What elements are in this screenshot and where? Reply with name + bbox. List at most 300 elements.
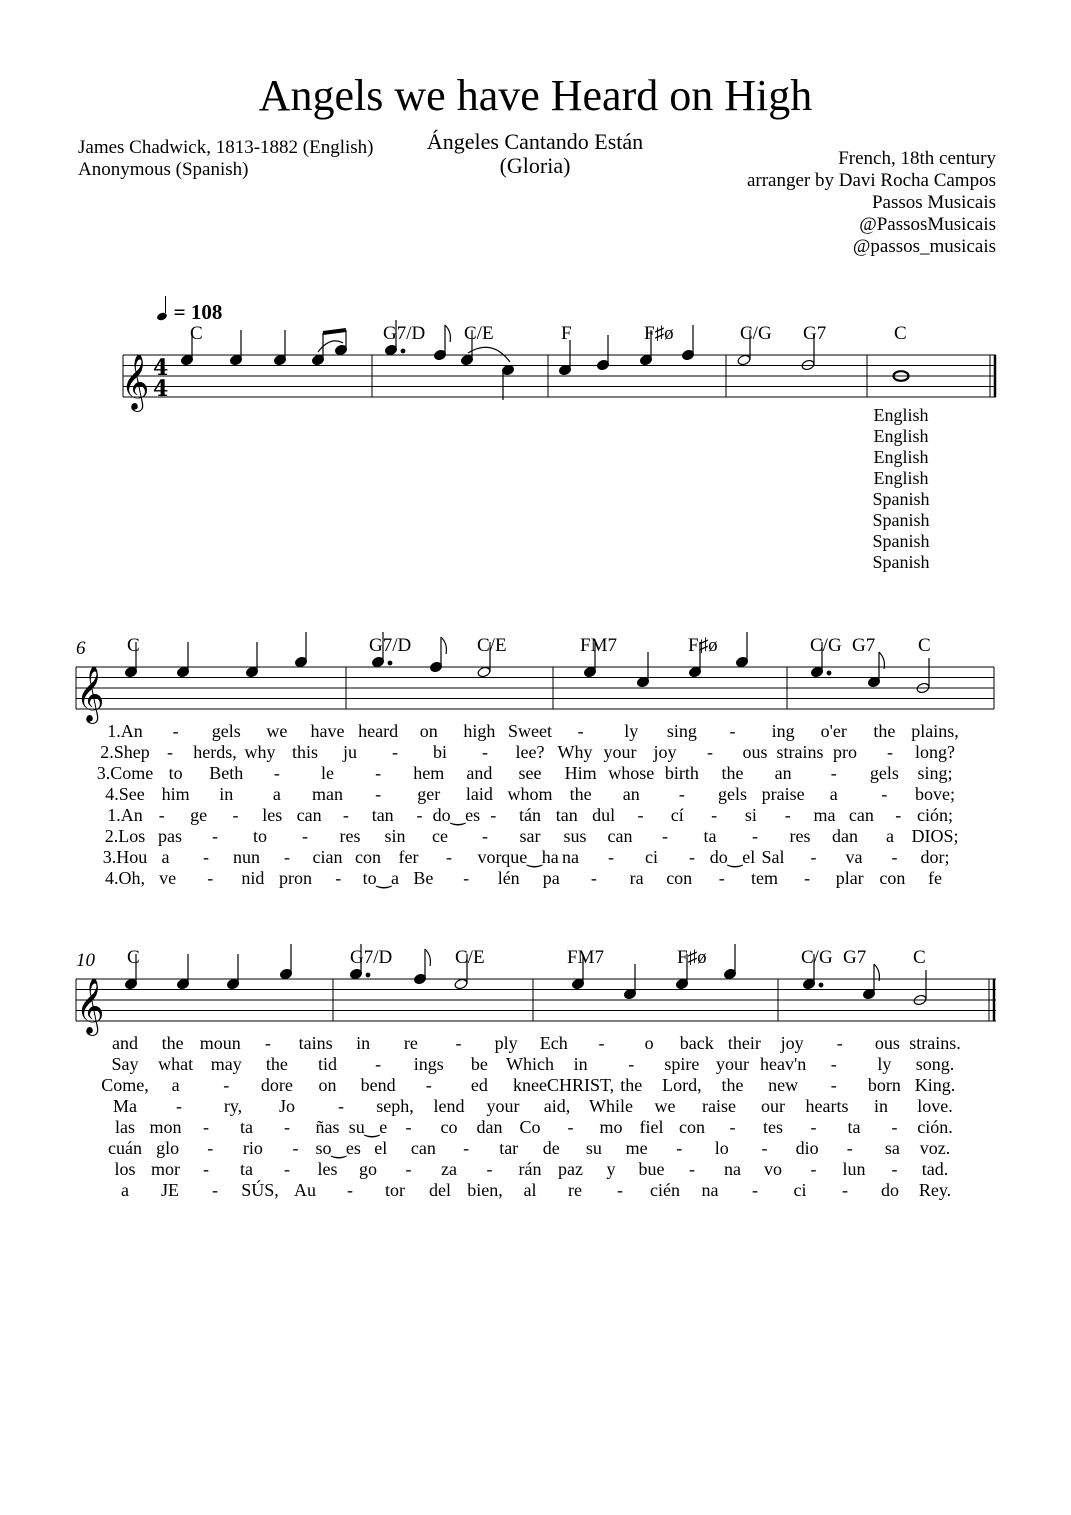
lyric-syllable: Ech: [539, 1033, 568, 1053]
lyric-syllable: do‿es: [432, 805, 481, 825]
chord-symbol: F♯ø: [644, 323, 674, 344]
lyric-syllable: los: [114, 1159, 136, 1179]
chord-symbol: C: [913, 947, 926, 968]
lyric-syllable: heard: [358, 721, 399, 741]
lyric-syllable: we: [266, 721, 288, 741]
lyric-syllable: whom: [507, 784, 553, 804]
lyric-syllable: sin: [384, 826, 406, 846]
lyric-syllable: Beth: [209, 763, 244, 783]
lyric-syllable: con: [355, 847, 381, 867]
lyric-syllable: dor;: [920, 847, 950, 867]
lyric-syllable: nun: [233, 847, 260, 867]
lyric-syllable: ción.: [917, 1117, 953, 1137]
chord-symbol: FM7: [567, 947, 604, 968]
lyric-syllable: do‿el: [709, 847, 756, 867]
lyric-syllable: 1.An: [107, 805, 143, 825]
lyric-syllable: si: [744, 805, 757, 825]
lyric-hyphen: -: [207, 868, 214, 888]
lyric-syllable: aid,: [543, 1096, 571, 1116]
lyric-syllable: this: [291, 742, 319, 762]
lyric-syllable: ñas: [315, 1117, 340, 1137]
lyric-hyphen: -: [804, 868, 811, 888]
measure-13-notes: [802, 954, 927, 1006]
lyric-syllable: laid: [465, 784, 493, 804]
lyric-hyphen: -: [567, 1117, 574, 1137]
lyric-hyphen: -: [761, 1138, 768, 1158]
lyric-syllable: Sweet: [508, 721, 552, 741]
lyric-syllable: 3.Come: [96, 763, 154, 783]
lyric-syllable: While: [589, 1096, 633, 1116]
lyric-syllable: be: [470, 1054, 488, 1074]
chord-symbol: F♯ø: [677, 947, 707, 968]
lyric-hyphen: -: [375, 1054, 382, 1074]
lyric-hyphen: -: [729, 721, 736, 741]
lyric-hyphen: -: [689, 1159, 695, 1179]
staff-system-1: [123, 355, 996, 397]
lyric-syllable: Jo: [278, 1096, 296, 1116]
lyric-syllable: dore: [260, 1075, 293, 1095]
lyric-syllable: sing;: [917, 763, 953, 783]
measure-6-notes: [124, 632, 307, 678]
lyric-hyphen: -: [678, 784, 685, 804]
lyric-hyphen: -: [891, 1117, 898, 1137]
lyric-syllable: rán: [518, 1159, 542, 1179]
lyric-syllable: ma: [813, 805, 836, 825]
measure-9-notes: [810, 642, 930, 694]
lyric-syllable: and: [466, 763, 493, 783]
chord-symbol: G7: [852, 635, 876, 656]
lyric-syllable: tem: [751, 868, 778, 888]
chord-symbol: G7/D: [350, 947, 393, 968]
lyric-syllable: pro: [833, 742, 857, 762]
lyric-hyphen: -: [711, 805, 718, 825]
lyric-syllable: que‿ha: [501, 847, 559, 867]
lyric-syllable: the: [721, 763, 744, 783]
lyric-syllable: 2.Los: [104, 826, 146, 846]
lyric-syllable: ger: [417, 784, 441, 804]
lyric-syllable: may: [210, 1054, 242, 1074]
lyric-syllable: ings: [413, 1054, 444, 1074]
lyric-syllable: the: [721, 1075, 744, 1095]
lyric-syllable: we: [654, 1096, 676, 1116]
composer-line: @passos_musicais: [852, 236, 996, 257]
lyric-hyphen: -: [752, 1180, 758, 1200]
chord-symbol: G7/D: [369, 635, 412, 656]
lyric-syllable: nid: [241, 868, 265, 888]
lyric-syllable: bien,: [467, 1180, 503, 1200]
lyric-syllable: born: [867, 1075, 901, 1095]
lyric-syllable: ra: [629, 868, 644, 888]
lyric-hyphen: -: [302, 826, 308, 846]
lyric-syllable: hearts: [805, 1096, 849, 1116]
lyric-syllable: ta: [703, 826, 717, 846]
lyric-syllable: knee: [513, 1075, 547, 1095]
chord-symbol: F: [561, 323, 572, 344]
lyric-syllable: sus: [563, 826, 587, 846]
lyric-syllable: in: [356, 1033, 371, 1053]
lyric-syllable: ing: [771, 721, 795, 741]
lyric-hyphen: -: [342, 805, 349, 825]
lyric-syllable: him: [161, 784, 190, 804]
lyric-syllable: bue: [638, 1159, 665, 1179]
lyric-hyphen: -: [158, 805, 165, 825]
lyric-syllable: ly: [624, 721, 639, 741]
lyric-syllable: the: [161, 1033, 184, 1053]
lyric-syllable: lun: [842, 1159, 866, 1179]
lyric-syllable: and: [112, 1033, 138, 1053]
lyric-hyphen: -: [810, 847, 817, 867]
page-title: Angels we have Heard on High: [258, 71, 813, 120]
lyric-syllable: the: [620, 1075, 643, 1095]
language-label: English: [873, 405, 929, 425]
lyric-syllable: cian: [312, 847, 343, 867]
lyric-hyphen: -: [167, 742, 173, 762]
lyric-hyphen: -: [375, 763, 382, 783]
lyric-syllable: love.: [917, 1096, 953, 1116]
lyric-syllable: al: [523, 1180, 537, 1200]
lyric-hyphen: -: [463, 1138, 470, 1158]
lyric-syllable: strains: [776, 742, 824, 762]
lyric-syllable: ous: [742, 742, 768, 762]
measure-3-notes: [558, 325, 694, 376]
lyric-syllable: song.: [915, 1054, 955, 1074]
lyric-syllable: a: [272, 784, 281, 804]
lyric-syllable: Him: [564, 763, 597, 783]
chord-symbol: C/E: [464, 323, 494, 344]
lyric-syllable: joy: [653, 742, 677, 762]
lyric-syllable: can: [607, 826, 633, 846]
lyric-syllable: con: [666, 868, 693, 888]
lyric-syllable: sar: [519, 826, 541, 846]
lyric-hyphen: -: [617, 1180, 623, 1200]
lyric-syllable: Lord,: [662, 1075, 702, 1095]
chord-symbol: G7: [843, 947, 867, 968]
lyric-hyphen: -: [830, 763, 837, 783]
lyric-hyphen: -: [486, 1159, 493, 1179]
tempo-value: = 108: [173, 300, 223, 324]
lyric-syllable: tor: [385, 1180, 405, 1200]
lyric-hyphen: -: [405, 1117, 412, 1137]
measure-12-notes: [571, 944, 736, 1000]
lyric-syllable: ply: [494, 1033, 518, 1053]
lyric-syllable: DIOS;: [911, 826, 959, 846]
lyric-syllable: les: [262, 805, 283, 825]
lyric-syllable: lo: [714, 1138, 729, 1158]
lyric-hyphen: -: [284, 1117, 290, 1137]
lyric-syllable: seph,: [376, 1096, 414, 1116]
lyric-syllable: bi: [432, 742, 448, 762]
lyric-hyphen: -: [598, 1033, 605, 1053]
treble-clef-icon: 𝄞: [121, 354, 150, 410]
time-signature-bottom: 4: [153, 376, 169, 402]
lyric-hyphen: -: [392, 742, 398, 762]
lyric-syllable: 3.Hou: [102, 847, 148, 867]
lyric-hyphen: -: [375, 784, 382, 804]
lyric-syllable: can: [296, 805, 322, 825]
lyric-hyphen: -: [830, 1054, 837, 1074]
lyric-syllable: raise: [702, 1096, 736, 1116]
lyric-syllable: in: [573, 1054, 588, 1074]
lyric-hyphen: -: [881, 784, 888, 804]
chord-symbol: F♯ø: [688, 635, 718, 656]
lyric-hyphen: -: [810, 1159, 817, 1179]
lyric-syllable: 4.Oh,: [105, 868, 145, 888]
lyric-syllable: a: [886, 826, 894, 846]
lyric-syllable: an: [622, 784, 640, 804]
staff-system-2: [76, 667, 994, 709]
chord-symbol: C: [190, 323, 203, 344]
lyric-syllable: so‿es: [315, 1138, 361, 1158]
lyric-syllable: ju: [342, 742, 358, 762]
lyric-syllable: hem: [413, 763, 445, 783]
lyric-syllable: gels: [869, 763, 899, 783]
lyric-hyphen: -: [482, 826, 488, 846]
measure-10-notes: [124, 944, 292, 990]
lyric-syllable: the: [569, 784, 592, 804]
lyric-syllable: tad.: [921, 1159, 949, 1179]
lyric-syllable: gels: [211, 721, 241, 741]
lyric-syllable: dan: [476, 1117, 503, 1137]
lyric-syllable: fe: [928, 868, 942, 888]
time-signature-top: 4: [153, 355, 169, 381]
lyric-syllable: their: [727, 1033, 761, 1053]
lyric-syllable: va: [845, 847, 863, 867]
lyric-syllable: vo: [764, 1159, 782, 1179]
poet-line: James Chadwick, 1813-1882 (English): [78, 137, 374, 158]
lyric-syllable: re: [568, 1180, 582, 1200]
lyric-hyphen: -: [405, 1159, 412, 1179]
lyric-syllable: del: [429, 1180, 451, 1200]
lyric-syllable: sa: [884, 1138, 900, 1158]
lyric-hyphen: -: [203, 1159, 209, 1179]
lyric-syllable: vor: [477, 847, 502, 867]
lyric-hyphen: -: [810, 1117, 817, 1137]
lyric-syllable: a: [171, 1075, 180, 1095]
lyric-syllable: can: [410, 1138, 436, 1158]
lyric-syllable: ry,: [223, 1096, 243, 1116]
measure-11-notes: [349, 944, 468, 990]
composer-line: Passos Musicais: [871, 192, 996, 213]
lyric-hyphen: -: [887, 742, 893, 762]
lyric-syllable: ce: [432, 826, 448, 846]
lyric-hyphen: -: [172, 721, 179, 741]
lyric-syllable: ed: [470, 1075, 488, 1095]
lyric-syllable: go: [359, 1159, 377, 1179]
lyric-hyphen: -: [284, 847, 290, 867]
lyric-hyphen: -: [292, 1138, 299, 1158]
lyric-syllable: tains: [298, 1033, 333, 1053]
lyric-syllable: back: [679, 1033, 714, 1053]
lyric-syllable: praise: [761, 784, 805, 804]
lyric-syllable: a: [121, 1180, 129, 1200]
lyric-syllable: pron: [279, 868, 312, 888]
chord-symbol: C/G: [810, 635, 842, 656]
lyric-syllable: ly: [877, 1054, 892, 1074]
measure-1-notes: [180, 330, 347, 366]
chord-symbol: C: [918, 635, 931, 656]
chord-symbol: FM7: [580, 635, 617, 656]
lyric-hyphen: -: [463, 868, 470, 888]
lyric-hyphen: -: [676, 1138, 683, 1158]
lyric-hyphen: -: [347, 1180, 353, 1200]
lyric-hyphen: -: [212, 1180, 218, 1200]
lyric-syllable: joy: [780, 1033, 804, 1053]
lyric-syllable: an: [774, 763, 792, 783]
lyric-syllable: Rey.: [918, 1180, 952, 1200]
lyric-syllable: see: [518, 763, 542, 783]
lyric-hyphen: -: [590, 868, 597, 888]
lyric-syllable: res: [339, 826, 361, 846]
language-label: Spanish: [872, 552, 930, 572]
lyric-syllable: Sal: [761, 847, 785, 867]
lyric-syllable: ci: [645, 847, 658, 867]
chord-symbol: C: [127, 947, 140, 968]
lyric-hyphen: -: [232, 805, 239, 825]
chord-symbol: C/G: [740, 323, 772, 344]
lyric-syllable: new: [768, 1075, 799, 1095]
treble-clef-icon: 𝄞: [76, 978, 105, 1034]
lyric-syllable: re: [403, 1033, 418, 1053]
lyric-syllable: why: [244, 742, 276, 762]
lyric-syllable: tid: [317, 1054, 338, 1074]
lyric-syllable: ge: [190, 805, 208, 825]
lyric-syllable: gels: [718, 784, 747, 804]
lyric-syllable: tes: [763, 1117, 783, 1137]
lyric-syllable: bove;: [915, 784, 955, 804]
lyric-hyphen: -: [637, 805, 644, 825]
poet-line: Anonymous (Spanish): [78, 159, 249, 180]
lyric-syllable: what: [158, 1054, 194, 1074]
lyric-syllable: lend: [433, 1096, 465, 1116]
lyric-syllable: Why: [557, 742, 593, 762]
lyric-syllable: fer: [398, 847, 419, 867]
lyric-syllable: ta: [240, 1159, 253, 1179]
lyric-syllable: mor: [151, 1159, 180, 1179]
lyric-syllable: 1.An: [107, 721, 143, 741]
lyric-syllable: strains.: [909, 1033, 961, 1053]
lyric-syllable: our: [761, 1096, 785, 1116]
subtitle-line: Ángeles Cantando Están: [426, 129, 644, 154]
lyric-syllable: plains,: [911, 721, 959, 741]
lyric-syllable: moun: [199, 1033, 241, 1053]
lyric-syllable: Which: [506, 1054, 554, 1074]
lyric-hyphen: -: [425, 1075, 432, 1095]
lyric-syllable: za: [441, 1159, 457, 1179]
lyric-syllable: to: [252, 826, 268, 846]
language-label: Spanish: [872, 531, 930, 551]
lyric-hyphen: -: [830, 1075, 837, 1095]
lyric-hyphen: -: [608, 847, 614, 867]
language-label: English: [873, 447, 929, 467]
lyric-syllable: su: [585, 1138, 602, 1158]
lyric-hyphen: -: [689, 847, 695, 867]
lyric-syllable: your: [603, 742, 637, 762]
lyric-syllable: SÚS,: [241, 1180, 279, 1200]
lyric-syllable: 2.Shep: [100, 742, 150, 762]
subtitle-line: (Gloria): [499, 153, 571, 178]
lyric-syllable: in: [219, 784, 234, 804]
lyric-hyphen: -: [176, 1096, 182, 1116]
lyric-hyphen: -: [335, 868, 342, 888]
staff-system-3: [76, 979, 996, 1021]
lyric-syllable: con: [679, 1117, 705, 1137]
lyric-hyphen: -: [729, 1117, 736, 1137]
lyric-syllable: na: [724, 1159, 741, 1179]
lyric-hyphen: -: [273, 763, 280, 783]
lyric-syllable: lén: [497, 868, 520, 888]
lyric-syllable: mon: [149, 1117, 182, 1137]
measure-7-notes: [371, 632, 491, 678]
measure-4-notes: [737, 330, 815, 371]
measure-number: 6: [76, 638, 86, 659]
lyric-syllable: in: [873, 1096, 889, 1116]
lyric-syllable: long?: [915, 742, 955, 762]
chord-symbol: C/G: [801, 947, 833, 968]
composer-line: arranger by Davi Rocha Campos: [746, 170, 996, 191]
lyric-syllable: ta: [847, 1117, 861, 1137]
lyric-syllable: fiel: [639, 1117, 664, 1137]
lyric-syllable: na: [562, 847, 579, 867]
measure-8-notes: [583, 632, 748, 688]
chord-symbol: G7: [803, 323, 827, 344]
lyric-syllable: tar: [499, 1138, 519, 1158]
lyric-syllable: o: [644, 1033, 654, 1053]
lyric-hyphen: -: [416, 805, 423, 825]
lyric-syllable: de: [542, 1138, 560, 1158]
language-label: Spanish: [872, 489, 930, 509]
lyric-hyphen: -: [836, 1033, 843, 1053]
lyric-syllable: plar: [835, 868, 864, 888]
lyric-syllable: on: [318, 1075, 337, 1095]
language-label: English: [873, 468, 929, 488]
lyric-syllable: tan: [371, 805, 394, 825]
lyric-hyphen: -: [223, 1075, 230, 1095]
lyric-hyphen: -: [707, 742, 713, 762]
lyric-hyphen: -: [284, 1159, 290, 1179]
lyric-syllable: your: [716, 1054, 749, 1074]
lyric-syllable: glo: [156, 1138, 180, 1158]
measure-number: 10: [76, 950, 95, 971]
lyric-syllable: ci: [793, 1180, 807, 1200]
lyric-syllable: ous: [874, 1033, 900, 1053]
lyric-syllable: Come,: [101, 1075, 149, 1095]
lyric-hyphen: -: [891, 847, 898, 867]
treble-clef-icon: 𝄞: [76, 666, 105, 722]
lyric-syllable: pas: [158, 826, 182, 846]
lyric-hyphen: -: [207, 1138, 214, 1158]
lyric-syllable: on: [419, 721, 438, 741]
lyric-syllable: have: [310, 721, 345, 741]
language-label: Spanish: [872, 510, 930, 530]
language-label: English: [873, 426, 929, 446]
lyric-syllable: Co: [519, 1117, 541, 1137]
lyric-syllable: Be: [413, 868, 434, 888]
lyric-syllable: bend: [360, 1075, 396, 1095]
lyric-syllable: spire: [664, 1054, 700, 1074]
lyric-hyphen: -: [895, 805, 902, 825]
lyric-syllable: lee?: [515, 742, 545, 762]
lyric-syllable: high: [463, 721, 496, 741]
lyric-hyphen: -: [842, 1180, 848, 1200]
lyric-hyphen: -: [662, 826, 668, 846]
chord-symbol: C/E: [455, 947, 485, 968]
lyric-syllable: whose: [608, 763, 655, 783]
lyric-syllable: les: [317, 1159, 338, 1179]
lyric-syllable: to: [168, 763, 183, 783]
lyric-syllable: con: [879, 868, 906, 888]
lyric-syllable: man: [312, 784, 343, 804]
lyric-syllable: to‿a: [362, 868, 400, 888]
